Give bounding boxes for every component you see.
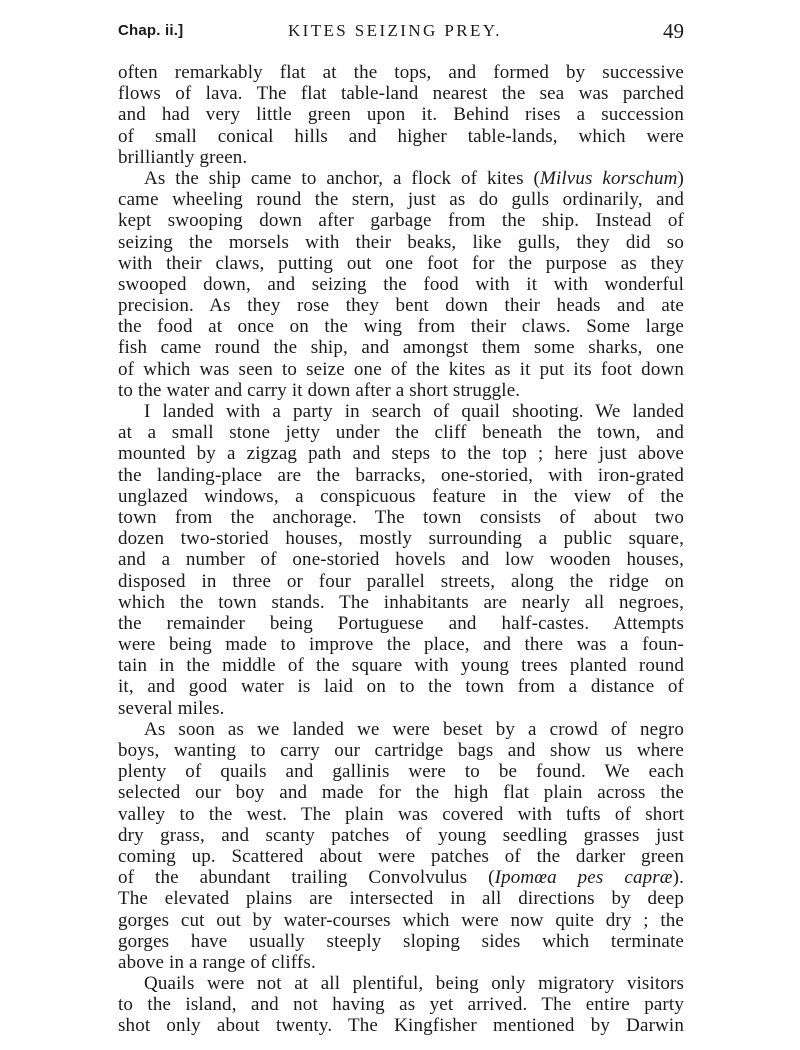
text-line: boys, wanting to carry our cartridge bags and show us where [118,740,684,761]
text-line: seizing the morsels with their beaks, like gulls, they did so [118,231,684,253]
page-number: 49 [663,19,684,43]
text-line: mounted by a zigzag path and steps to the top ; here just above [118,443,684,465]
body-text [118,62,684,1037]
text-line: several miles. [118,697,225,719]
text-line: The elevated plains are intersected in all directions by deep [118,888,684,910]
text-line: above in a range of cliffs. [118,951,316,973]
text-segment: of the abundant trailing Convolvulus ( [118,867,495,889]
running-title: KITES SEIZING PREY. [288,21,502,40]
text-line: disposed in three or four parallel streets, along the ridge on [118,570,684,592]
text-line: to the island, and not having as yet arrived. The entire party [118,994,684,1016]
text-line: gorges cut out by water-courses which were now quite dry ; the [118,909,684,931]
text-line: at a small stone jetty under the cliff beneath the town, and [118,422,684,444]
text-line: flows of lava. The flat table-land nearest the sea was parched [118,83,684,105]
text-line: came wheeling round the stern, just as do gulls ordinarily, and [118,189,684,211]
text-line: the remainder being Portuguese and half-castes. Attempts [118,612,684,634]
text-line: it, and good water is laid on to the town from a distance of [118,676,684,698]
species-name: Milvus korschum [539,167,678,189]
text-line: dry grass, and scanty patches of young seedling grasses just [118,824,684,846]
text-line: and had very little green upon it. Behind rises a succession [118,104,684,126]
text-line: of small conical hills and higher table-lands, which were [118,125,684,147]
text-line: dozen two-storied houses, mostly surrounding a public square, [118,528,684,550]
text-segment: As the ship came to anchor, a flock of kites ( [144,167,540,189]
text-line: and a number of one-storied hovels and low wooden houses, [118,549,684,571]
text-line: unglazed windows, a conspicuous feature in the view of the [118,485,684,507]
text-line: I landed with a party in search of quail shooting. We landed [144,401,684,422]
text-line: precision. As they rose they bent down their heads and ate [118,295,684,317]
text-segment: ) [677,167,684,189]
text-line: Quails were not at all plentiful, being only migratory visitors [144,973,684,995]
text-line: of which was seen to seize one of the kites as it put its foot down [118,358,684,380]
text-line: coming up. Scattered about were patches of the darker green [118,845,684,867]
text-line: with their claws, putting out one foot for the purpose as they [118,252,684,274]
species-name: Ipomœa pes capræ [494,867,673,889]
chapter-reference: Chap. ii.] [118,22,184,39]
text-line: the landing-place are the barracks, one-storied, with iron-grated [118,464,684,486]
text-line [118,867,684,888]
text-line: were being made to improve the place, and there was a foun- [118,634,684,656]
text-line: As soon as we landed we were beset by a crowd of negro [144,718,684,740]
text-line: selected our boy and made for the high flat plain across the [118,782,684,804]
text-line: swooped down, and seizing the food with it with wonderful [118,273,684,295]
text-line: shot only about twenty. The Kingfisher mentioned by Darwin [118,1015,684,1037]
text-line: to the water and carry it down after a short struggle. [118,379,521,401]
text-line: gorges have usually steeply sloping sides which terminate [118,930,684,952]
text-line: fish came round the ship, and amongst them some sharks, one [118,337,684,359]
text-line: tain in the middle of the square with young trees planted round [118,655,684,677]
text-line: often remarkably flat at the tops, and formed by successive [118,62,684,83]
text-line: which the town stands. The inhabitants are nearly all negroes, [118,591,684,613]
text-line: brilliantly green. [118,146,248,168]
text-line: town from the anchorage. The town consists of about two [118,506,684,528]
text-segment: ). [672,867,685,889]
text-line: plenty of quails and gallinis were to be found. We each [118,761,684,783]
text-line: kept swooping down after garbage from the ship. Instead of [118,210,684,232]
text-line [118,168,684,189]
text-line: the food at once on the wing from their claws. Some large [118,316,684,338]
running-header [118,20,684,46]
text-line: valley to the west. The plain was covered with tufts of short [118,803,684,825]
